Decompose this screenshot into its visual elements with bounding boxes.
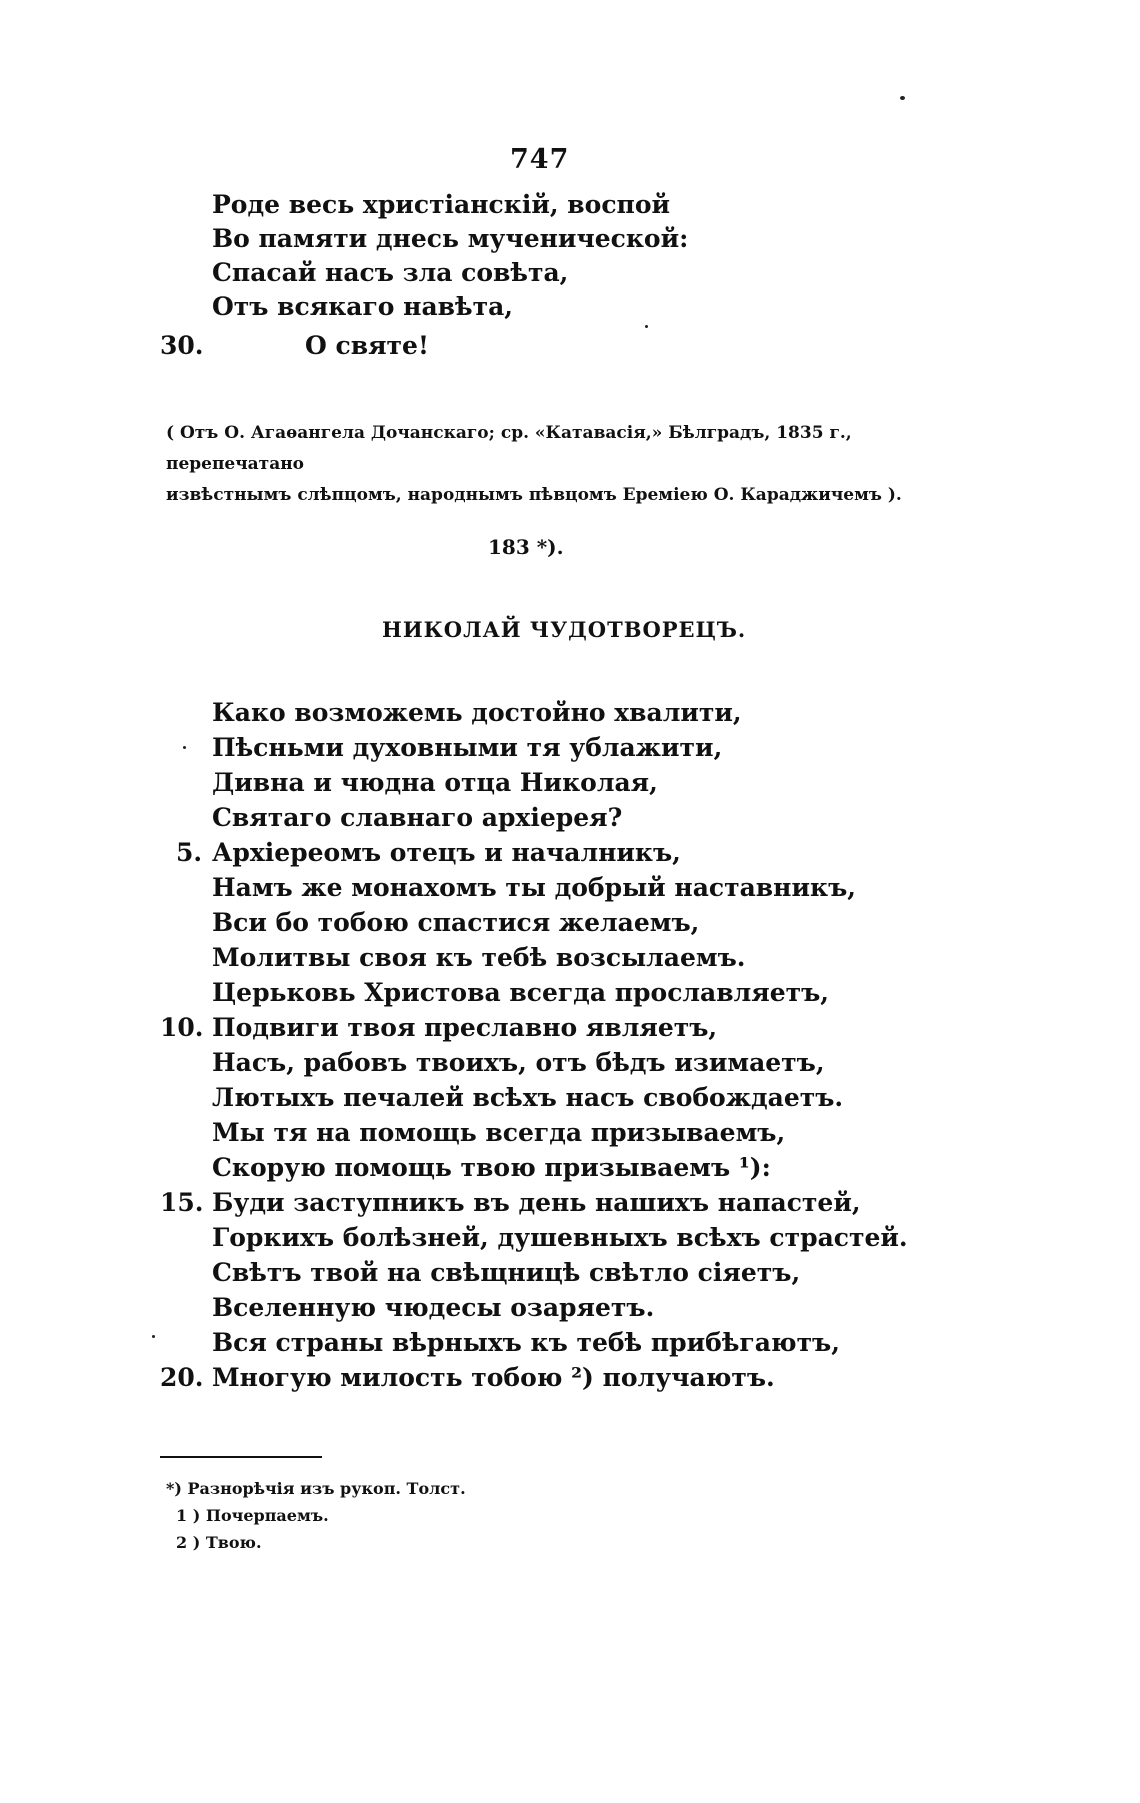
scan-speck [152, 1335, 155, 1338]
verse-line: Намъ же монахомъ ты добрый наставникъ, [212, 873, 856, 902]
poem-title: НИКОЛАЙ ЧУДОТВОРЕЦЪ. [382, 617, 747, 642]
source-note-line: извѣстнымъ слѣпцомъ, народнымъ пѣвцомъ Ереміею О. Караджичемъ ). [166, 485, 902, 505]
verse-line: Роде весь христіанскій, воспой [212, 190, 671, 219]
verse-line: Архіереомъ отецъ и началникъ, [212, 838, 681, 867]
line-number: 30. [160, 331, 204, 360]
line-number: 10. [160, 1013, 204, 1042]
scan-speck [645, 325, 648, 328]
verse-line: Подвиги твоя преславно являетъ, [212, 1013, 718, 1042]
verse-line: Горкихъ болѣзней, душевныхъ всѣхъ страстей. [212, 1223, 908, 1252]
poem-number: 183 *). [488, 535, 564, 559]
verse-line: Многую милость тобою ²) получаютъ. [212, 1363, 775, 1392]
footnote: 1 ) Почерпаемъ. [176, 1506, 329, 1525]
verse-line: Спасай насъ зла совѣта, [212, 258, 569, 287]
line-number: 20. [160, 1363, 204, 1392]
source-note [166, 418, 956, 511]
verse-line: О святе! [305, 331, 429, 360]
verse-line: Вси бо тобою спастися желаемъ, [212, 908, 700, 937]
verse-line: Насъ, рабовъ твоихъ, отъ бѣдъ изимаетъ, [212, 1048, 825, 1077]
footnote: 2 ) Твою. [176, 1533, 262, 1552]
verse-line: Вся страны вѣрныхъ къ тебѣ прибѣгаютъ, [212, 1328, 840, 1357]
line-number: 5. [176, 838, 203, 867]
verse-line: Пѣсньми духовными тя ублажити, [212, 733, 723, 762]
source-note-line: ( Отъ О. Агаѳангела Дочанскаго; ср. «Катавасія,» Бѣлградъ, 1835 г., перепечатано [166, 423, 852, 474]
verse-line: Святаго славнаго архіерея? [212, 803, 623, 832]
verse-line: Скорую помощь твою призываемъ ¹): [212, 1153, 771, 1182]
footnote-divider [160, 1456, 322, 1458]
verse-line: Отъ всякаго навѣта, [212, 292, 514, 321]
verse-line: Лютыхъ печалей всѣхъ насъ свобождаетъ. [212, 1083, 844, 1112]
scan-speck [183, 746, 186, 749]
verse-line: Во памяти днесь мученической: [212, 224, 689, 253]
verse-line: Буди заступникъ въ день нашихъ напастей, [212, 1188, 861, 1217]
verse-line: Дивна и чюдна отца Николая, [212, 768, 658, 797]
verse-line: Свѣтъ твой на свѣщницѣ свѣтло сіяетъ, [212, 1258, 801, 1287]
footnote: *) Разнорѣчія изъ рукоп. Толст. [166, 1479, 466, 1498]
page-number: 747 [510, 144, 570, 175]
verse-line: Како возможемь достойно хвалити, [212, 698, 742, 727]
scan-speck [900, 96, 905, 100]
verse-line: Вселенную чюдесы озаряетъ. [212, 1293, 655, 1322]
line-number: 15. [160, 1188, 204, 1217]
verse-line: Молитвы своя къ тебѣ возсылаемъ. [212, 943, 746, 972]
verse-line: Мы тя на помощь всегда призываемъ, [212, 1118, 786, 1147]
verse-line: Церьковь Христова всегда прославляетъ, [212, 978, 829, 1007]
